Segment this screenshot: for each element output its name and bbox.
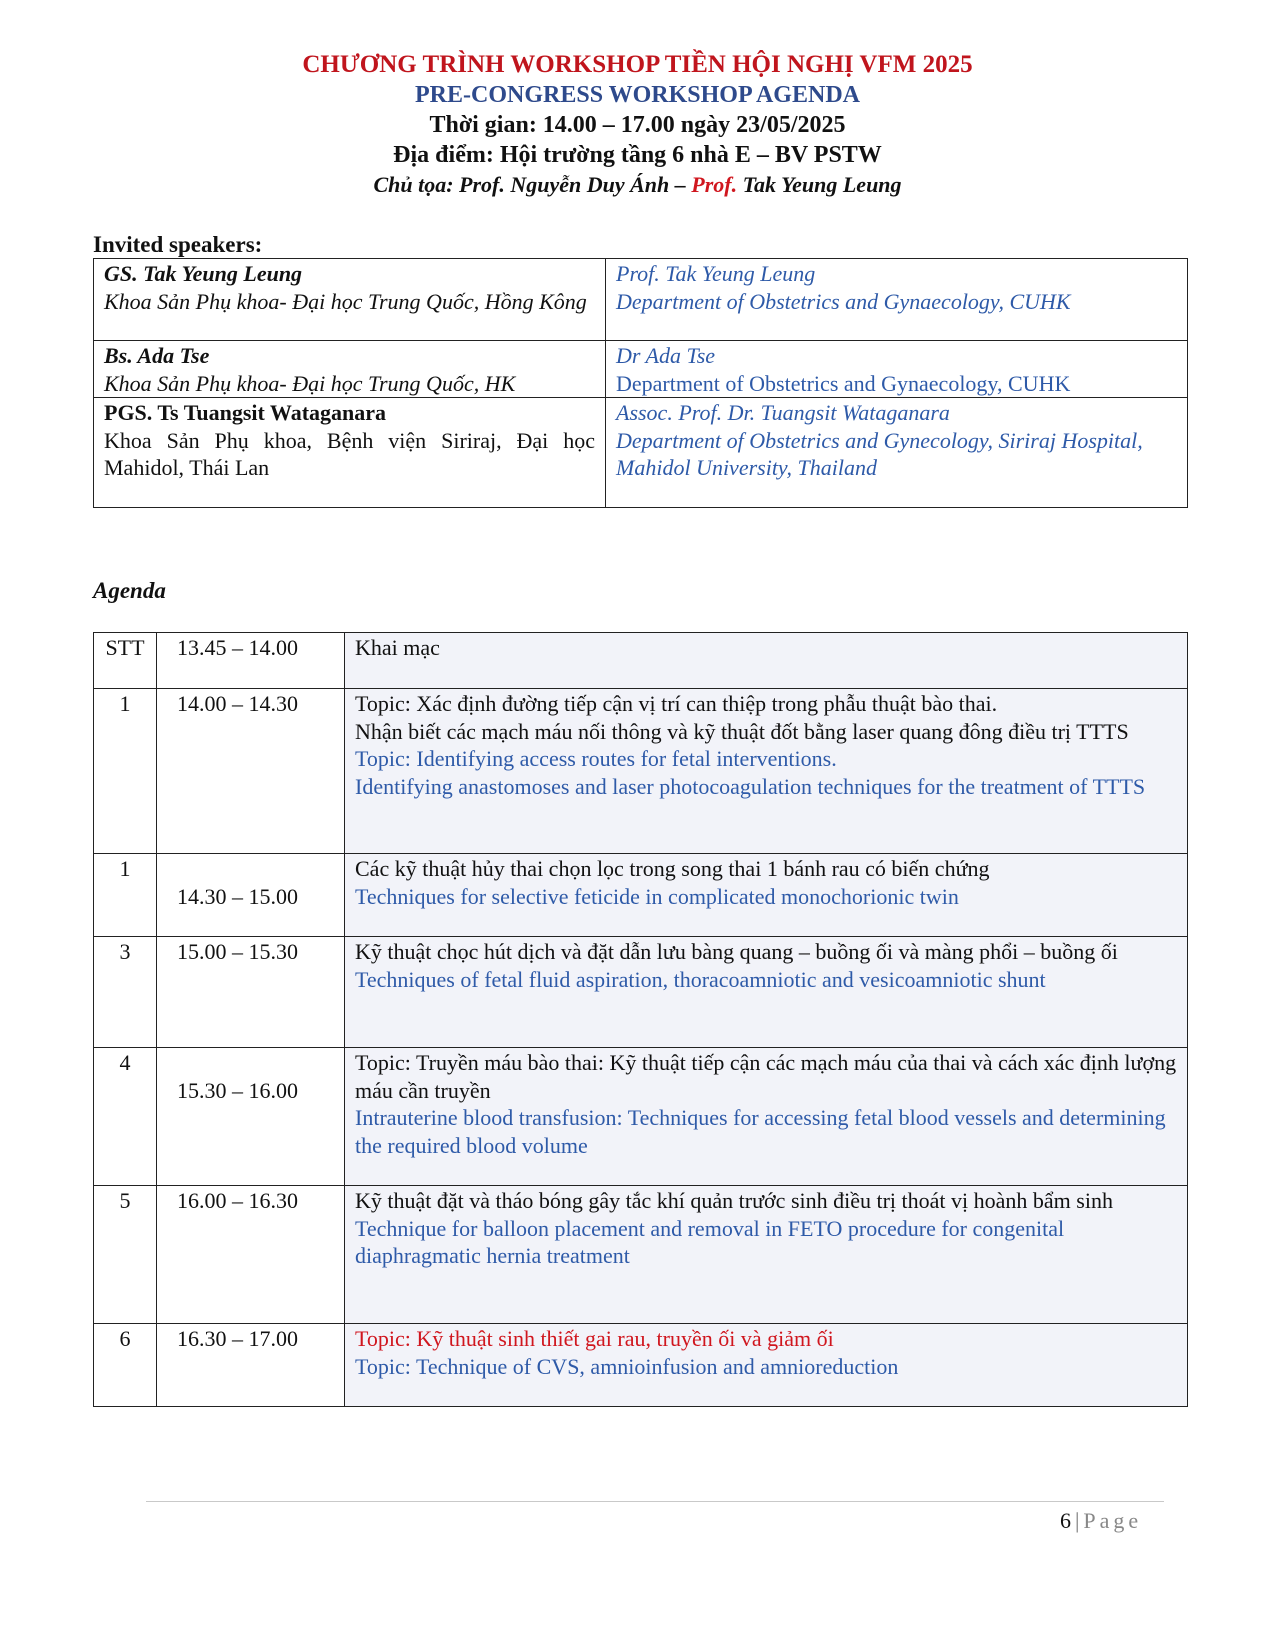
agenda-topic-en: Topic: Identifying access routes for fetal interventions. bbox=[355, 746, 837, 771]
agenda-topic-cell bbox=[345, 1186, 1188, 1324]
invited-speakers-table bbox=[93, 258, 1188, 508]
agenda-topic-en: Topic: Technique of CVS, amnioinfusion and amnioreduction bbox=[355, 1353, 899, 1379]
agenda-topic-vn: Kỹ thuật đặt và tháo bóng gây tắc khí quản trước sinh điều trị thoát vị hoành bẩm sinh bbox=[355, 1188, 1113, 1213]
agenda-topic-vn: Topic: Kỹ thuật sinh thiết gai rau, truyền ối và giảm ối bbox=[355, 1326, 834, 1351]
event-venue: Địa điểm: Hội trường tầng 6 nhà E – BV PSTW bbox=[393, 142, 882, 168]
speaker-en-cell bbox=[606, 398, 1188, 508]
agenda-stt: 1 bbox=[94, 854, 157, 937]
speaker-en-name: Dr Ada Tse bbox=[616, 343, 716, 368]
speaker-en-name: Assoc. Prof. Dr. Tuangsit Wataganara bbox=[616, 400, 950, 425]
agenda-topic-vn: Các kỹ thuật hủy thai chọn lọc trong song thai 1 bánh rau có biến chứng bbox=[355, 856, 990, 881]
agenda-topic-cell bbox=[345, 1048, 1188, 1186]
speaker-en-dept: Department of Obstetrics and Gynaecology, CUHK bbox=[616, 370, 1071, 396]
agenda-time: 16.30 – 17.00 bbox=[157, 1324, 345, 1407]
page-word: Page bbox=[1083, 1508, 1143, 1533]
speaker-vn-name: GS. Tak Yeung Leung bbox=[104, 261, 303, 286]
chair-suffix: Tak Yeung Leung bbox=[737, 172, 902, 197]
agenda-topic-cell bbox=[345, 633, 1188, 689]
agenda-topic-cell bbox=[345, 854, 1188, 937]
speaker-row bbox=[94, 398, 1188, 508]
speaker-vn-dept: Khoa Sản Phụ khoa, Bệnh viện Siriraj, Đại học Mahidol, Thái Lan bbox=[104, 427, 595, 480]
agenda-stt: 3 bbox=[94, 937, 157, 1048]
agenda-topic-en-line2: Identifying anastomoses and laser photocoagulation techniques for the treatment of TTTS bbox=[355, 773, 1146, 799]
footer-separator: | bbox=[1075, 1508, 1080, 1533]
agenda-topic-cell bbox=[345, 1324, 1188, 1407]
agenda-time: 14.00 – 14.30 bbox=[157, 689, 345, 854]
agenda-time: 13.45 – 14.00 bbox=[157, 633, 345, 689]
agenda-topic-en: Techniques of fetal fluid aspiration, thoracoamniotic and vesicoamniotic shunt bbox=[355, 966, 1046, 992]
agenda-time bbox=[157, 854, 345, 937]
agenda-time-text: 14.30 – 15.00 bbox=[177, 884, 298, 909]
speaker-vn-dept: Khoa Sản Phụ khoa- Đại học Trung Quốc, Hồng Kông bbox=[104, 288, 587, 314]
agenda-stt: 6 bbox=[94, 1324, 157, 1407]
footer-divider bbox=[146, 1501, 1164, 1502]
speaker-vn-dept: Khoa Sản Phụ khoa- Đại học Trung Quốc, HK bbox=[104, 370, 516, 396]
agenda-time: 15.00 – 15.30 bbox=[157, 937, 345, 1048]
speaker-en-dept: Department of Obstetrics and Gynecology, Siriraj Hospital, Mahidol University, Thailand bbox=[616, 427, 1143, 480]
agenda-topic-vn-line2: Nhận biết các mạch máu nối thông và kỹ thuật đốt bằng laser quang đông điều trị TTTS bbox=[355, 718, 1129, 744]
agenda-stt: 5 bbox=[94, 1186, 157, 1324]
agenda-topic-vn: Topic: Xác định đường tiếp cận vị trí can thiệp trong phẫu thuật bào thai. bbox=[355, 691, 998, 716]
speaker-row bbox=[94, 259, 1188, 341]
agenda-topic-en: Technique for balloon placement and removal in FETO procedure for congenital diaphragmatic hernia treatment bbox=[355, 1215, 1065, 1268]
agenda-time bbox=[157, 1048, 345, 1186]
agenda-row bbox=[94, 1186, 1188, 1324]
agenda-time: 16.00 – 16.30 bbox=[157, 1186, 345, 1324]
speaker-vn-cell bbox=[94, 341, 606, 398]
title-english: PRE-CONGRESS WORKSHOP AGENDA bbox=[415, 82, 860, 108]
invited-speakers-label: Invited speakers: bbox=[93, 232, 263, 257]
speaker-vn-cell bbox=[94, 259, 606, 341]
agenda-table bbox=[93, 632, 1188, 1407]
agenda-row bbox=[94, 1048, 1188, 1186]
title-vietnamese: CHƯƠNG TRÌNH WORKSHOP TIỀN HỘI NGHỊ VFM 2025 bbox=[302, 51, 973, 78]
agenda-label: Agenda bbox=[93, 578, 166, 603]
chair-prefix: Chủ tọa: Prof. Nguyễn Duy Ánh – bbox=[373, 172, 692, 197]
speaker-en-cell bbox=[606, 341, 1188, 398]
speaker-vn-cell bbox=[94, 398, 606, 508]
agenda-stt: 1 bbox=[94, 689, 157, 854]
speaker-vn-name: PGS. Ts Tuangsit Wataganara bbox=[104, 400, 387, 425]
page-number: 6 bbox=[1060, 1508, 1071, 1533]
agenda-topic-vn: Topic: Truyền máu bào thai: Kỹ thuật tiếp cận các mạch máu của thai và cách xác định lượng máu cần truyền bbox=[355, 1050, 1177, 1103]
speaker-en-name: Prof. Tak Yeung Leung bbox=[616, 261, 816, 286]
agenda-row bbox=[94, 854, 1188, 937]
agenda-row bbox=[94, 1324, 1188, 1407]
speaker-row bbox=[94, 341, 1188, 398]
event-time: Thời gian: 14.00 – 17.00 ngày 23/05/2025 bbox=[429, 112, 846, 138]
page-footer bbox=[1060, 1508, 1142, 1534]
agenda-row bbox=[94, 633, 1188, 689]
document-header bbox=[0, 50, 1275, 200]
agenda-topic-vn: Khai mạc bbox=[355, 635, 440, 660]
agenda-time-text: 15.30 – 16.00 bbox=[177, 1078, 298, 1103]
agenda-topic-en: Techniques for selective feticide in complicated monochorionic twin bbox=[355, 883, 959, 909]
agenda-row bbox=[94, 689, 1188, 854]
agenda-topic-en: Intrauterine blood transfusion: Techniques for accessing fetal blood vessels and determining the required blood volume bbox=[355, 1105, 1166, 1158]
agenda-topic-cell bbox=[345, 937, 1188, 1048]
speaker-en-dept: Department of Obstetrics and Gynaecology, CUHK bbox=[616, 288, 1071, 314]
agenda-stt: STT bbox=[94, 633, 157, 689]
speaker-en-cell bbox=[606, 259, 1188, 341]
speaker-vn-name: Bs. Ada Tse bbox=[104, 343, 210, 368]
agenda-row bbox=[94, 937, 1188, 1048]
chair-line bbox=[0, 170, 1275, 200]
chair-prof-highlight: Prof. bbox=[691, 172, 738, 197]
agenda-topic-cell bbox=[345, 689, 1188, 854]
agenda-topic-vn: Kỹ thuật chọc hút dịch và đặt dẫn lưu bàng quang – buồng ối và màng phổi – buồng ối bbox=[355, 939, 1118, 964]
agenda-stt: 4 bbox=[94, 1048, 157, 1186]
